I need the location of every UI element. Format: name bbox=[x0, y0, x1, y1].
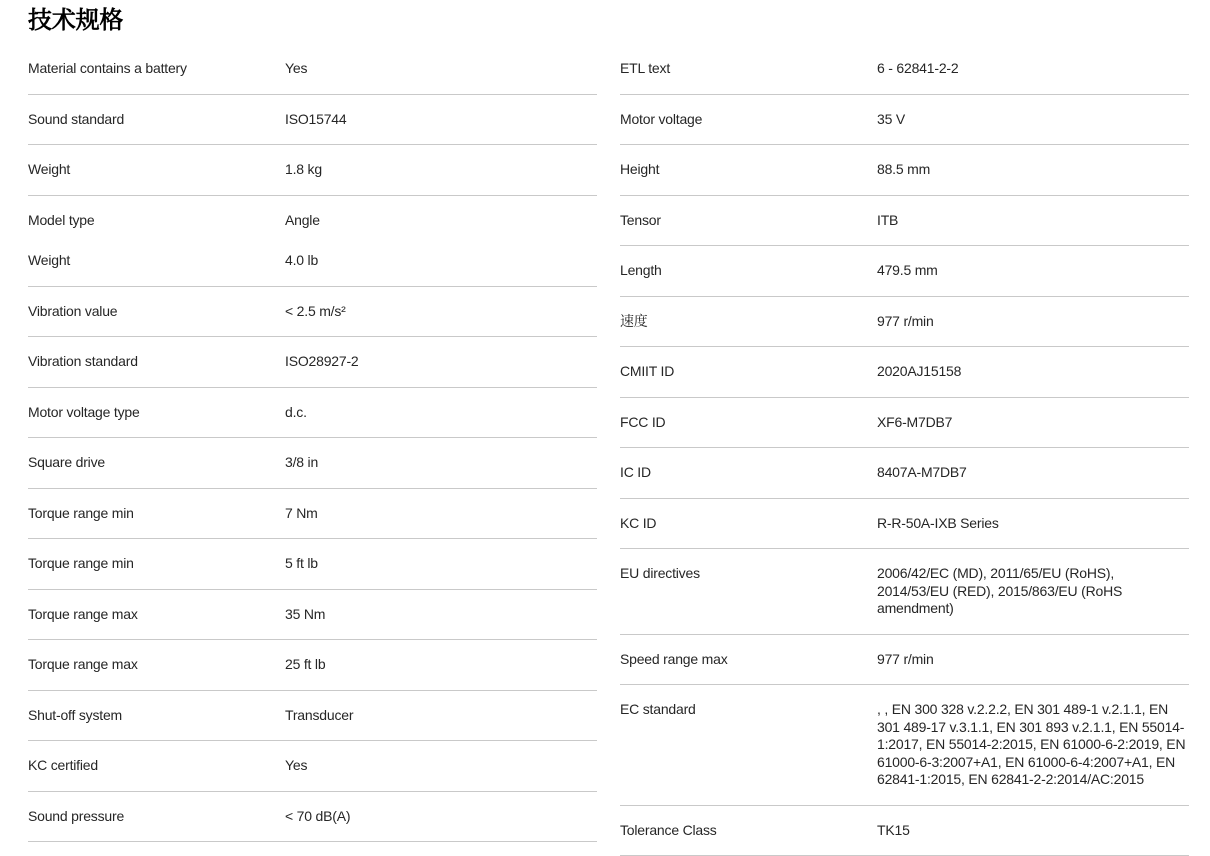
spec-label: Vibration value bbox=[28, 303, 285, 321]
spec-label: Vibration standard bbox=[28, 353, 285, 371]
spec-label: KC ID bbox=[620, 515, 877, 533]
spec-label: Material contains a battery bbox=[28, 60, 285, 78]
spec-value: 88.5 mm bbox=[877, 161, 1189, 179]
spec-row bbox=[28, 691, 597, 742]
spec-value: 479.5 mm bbox=[877, 262, 1189, 280]
spec-label: Weight bbox=[28, 161, 285, 179]
spec-value: 4.0 lb bbox=[285, 252, 597, 270]
spec-label: IC ID bbox=[620, 464, 877, 482]
spec-row bbox=[28, 196, 597, 241]
spec-value: ISO28927-2 bbox=[285, 353, 597, 371]
spec-row bbox=[620, 806, 1189, 856]
spec-row bbox=[620, 196, 1189, 247]
spec-label: KC certified bbox=[28, 757, 285, 775]
spec-columns bbox=[28, 44, 1189, 856]
spec-label: CMIIT ID bbox=[620, 363, 877, 381]
spec-column-right bbox=[620, 44, 1189, 856]
spec-label: ETL text bbox=[620, 60, 877, 78]
spec-label: Shut-off system bbox=[28, 707, 285, 725]
spec-row bbox=[28, 539, 597, 590]
spec-row bbox=[620, 347, 1189, 398]
spec-label: Tolerance Class bbox=[620, 822, 877, 840]
spec-row bbox=[28, 792, 597, 843]
spec-value: Yes bbox=[285, 757, 597, 775]
spec-value: 35 Nm bbox=[285, 606, 597, 624]
spec-label: Speed range max bbox=[620, 651, 877, 669]
spec-value: d.c. bbox=[285, 404, 597, 422]
spec-label: EC standard bbox=[620, 701, 877, 719]
spec-label: Height bbox=[620, 161, 877, 179]
spec-row bbox=[28, 44, 597, 95]
spec-row bbox=[28, 388, 597, 439]
spec-label: FCC ID bbox=[620, 414, 877, 432]
spec-row bbox=[28, 287, 597, 338]
spec-value: Transducer bbox=[285, 707, 597, 725]
spec-value: 977 r/min bbox=[877, 651, 1189, 669]
spec-label: Torque range min bbox=[28, 555, 285, 573]
spec-value: 35 V bbox=[877, 111, 1189, 129]
spec-label: Tensor bbox=[620, 212, 877, 230]
spec-row bbox=[28, 438, 597, 489]
spec-row bbox=[620, 685, 1189, 806]
spec-row bbox=[620, 549, 1189, 635]
spec-row bbox=[620, 44, 1189, 95]
spec-row bbox=[28, 741, 597, 792]
spec-value: < 70 dB(A) bbox=[285, 808, 597, 826]
spec-row bbox=[620, 246, 1189, 297]
spec-value: ISO15744 bbox=[285, 111, 597, 129]
spec-label: Motor voltage bbox=[620, 111, 877, 129]
spec-row bbox=[620, 398, 1189, 449]
spec-value: 977 r/min bbox=[877, 313, 1189, 331]
spec-value: 8407A-M7DB7 bbox=[877, 464, 1189, 482]
spec-row bbox=[620, 95, 1189, 146]
spec-row bbox=[620, 145, 1189, 196]
spec-label: Sound standard bbox=[28, 111, 285, 129]
spec-value: 5 ft lb bbox=[285, 555, 597, 573]
spec-row bbox=[28, 145, 597, 196]
spec-value: 3/8 in bbox=[285, 454, 597, 472]
spec-value: 2006/42/EC (MD), 2011/65/EU (RoHS), 2014/53/EU (RED), 2015/863/EU (RoHS amendment) bbox=[877, 565, 1189, 618]
spec-row bbox=[620, 448, 1189, 499]
spec-row bbox=[28, 240, 597, 287]
spec-value: Angle bbox=[285, 212, 597, 230]
spec-value: 6 - 62841-2-2 bbox=[877, 60, 1189, 78]
spec-label: Torque range min bbox=[28, 505, 285, 523]
spec-row bbox=[620, 297, 1189, 348]
spec-row bbox=[28, 590, 597, 641]
spec-value: 2020AJ15158 bbox=[877, 363, 1189, 381]
spec-value: 1.8 kg bbox=[285, 161, 597, 179]
spec-value: < 2.5 m/s² bbox=[285, 303, 597, 321]
page-title: 技术规格 bbox=[28, 6, 1189, 36]
spec-value: 7 Nm bbox=[285, 505, 597, 523]
spec-value: , , EN 300 328 v.2.2.2, EN 301 489-1 v.2.1.1, EN 301 489-17 v.3.1.1, EN 301 893 v.2.1.1, EN 55014-1:2017, EN 55014-2:2015, EN 61000-6-2:2019, EN 61000-6-3:2007+A1, EN 61000-6-4:2007+A1, EN 62841-1:2015, EN 62841-2-2:2014/AC:2015 bbox=[877, 701, 1189, 789]
spec-row bbox=[620, 635, 1189, 686]
spec-label: Torque range max bbox=[28, 606, 285, 624]
spec-row bbox=[28, 95, 597, 146]
spec-label: Length bbox=[620, 262, 877, 280]
spec-value: ITB bbox=[877, 212, 1189, 230]
spec-label: Square drive bbox=[28, 454, 285, 472]
spec-column-left bbox=[28, 44, 597, 842]
spec-label: 速度 bbox=[620, 313, 877, 331]
spec-label: Torque range max bbox=[28, 656, 285, 674]
spec-label: Model type bbox=[28, 212, 285, 230]
spec-row bbox=[28, 640, 597, 691]
spec-value: R-R-50A-IXB Series bbox=[877, 515, 1189, 533]
spec-label: Sound pressure bbox=[28, 808, 285, 826]
spec-row bbox=[28, 337, 597, 388]
spec-label: Weight bbox=[28, 252, 285, 270]
spec-row bbox=[620, 499, 1189, 550]
spec-value: 25 ft lb bbox=[285, 656, 597, 674]
spec-value: TK15 bbox=[877, 822, 1189, 840]
spec-row bbox=[28, 489, 597, 540]
spec-label: Motor voltage type bbox=[28, 404, 285, 422]
spec-label: EU directives bbox=[620, 565, 877, 583]
spec-value: XF6-M7DB7 bbox=[877, 414, 1189, 432]
spec-value: Yes bbox=[285, 60, 597, 78]
